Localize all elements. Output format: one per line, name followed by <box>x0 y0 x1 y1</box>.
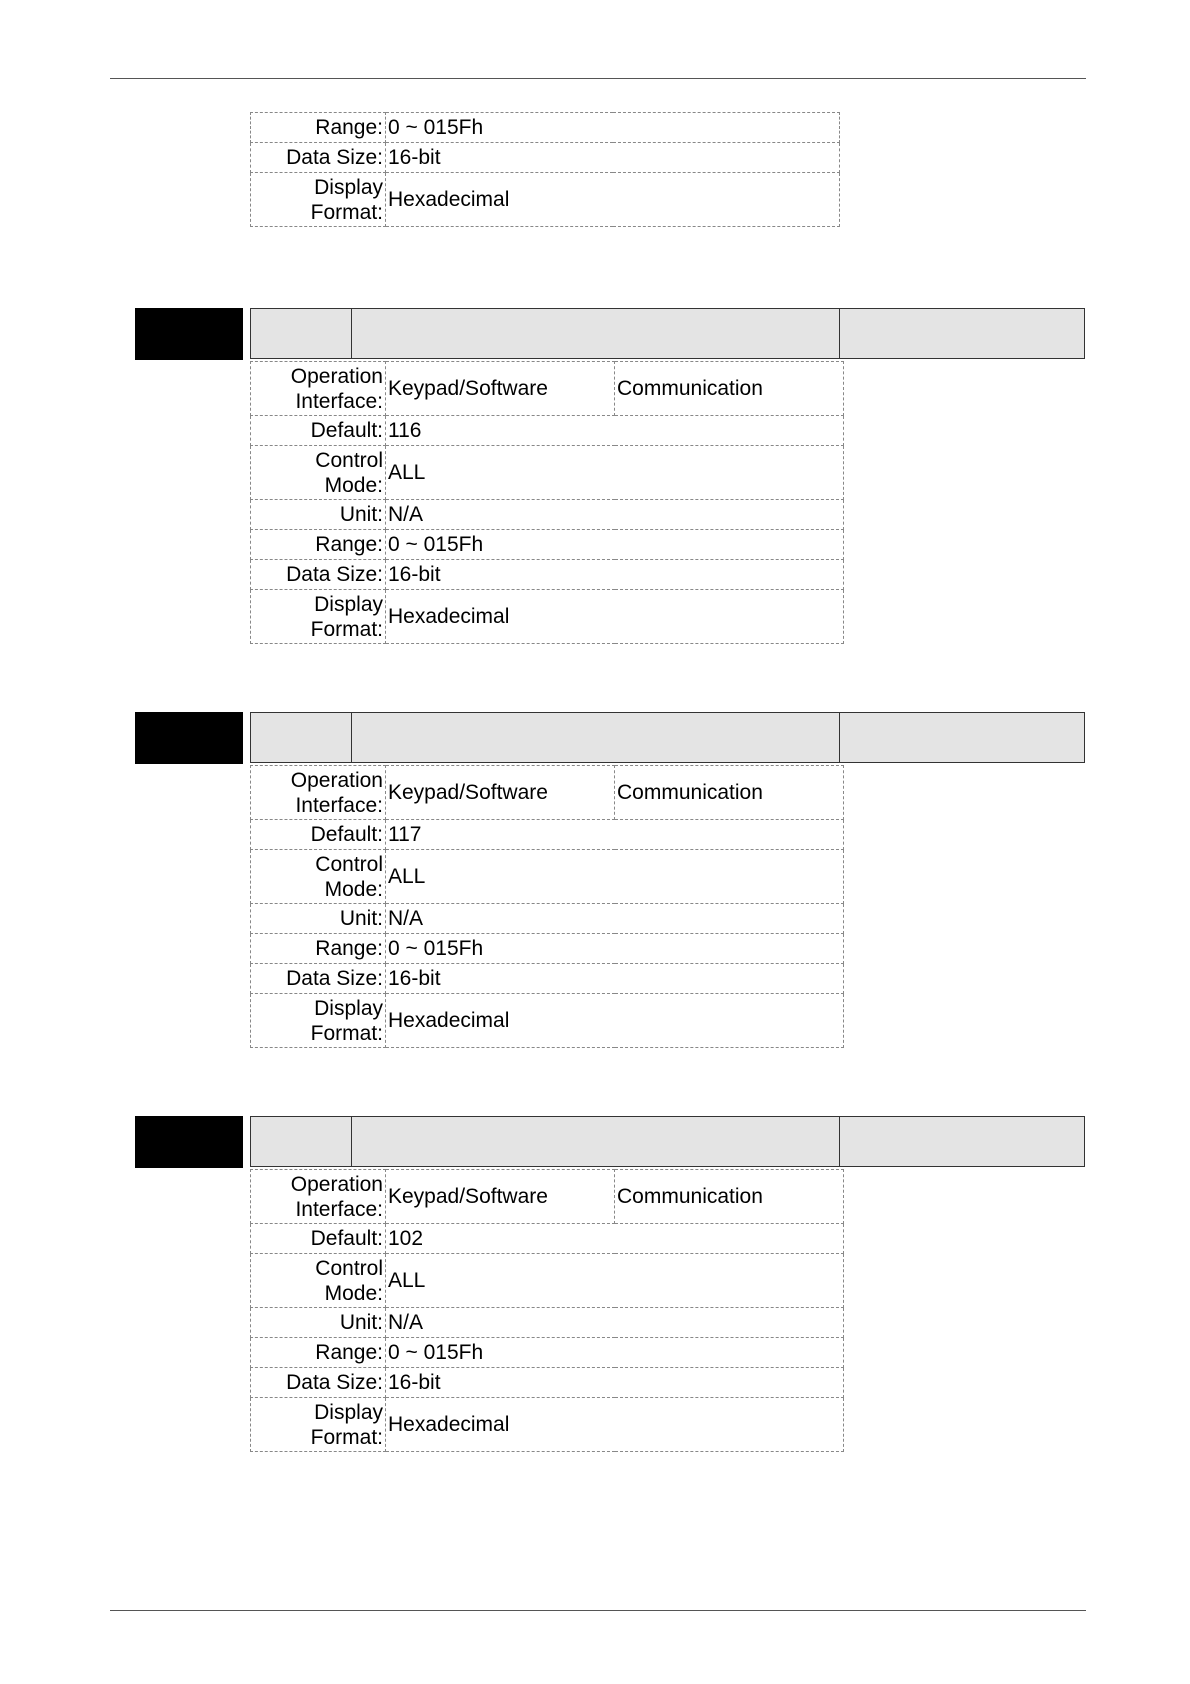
parameter-title-bar <box>250 308 1085 359</box>
control-mode-label: Control Mode: <box>251 850 386 904</box>
parameter-block-3 <box>135 1116 1087 1452</box>
unit-label: Unit: <box>251 500 386 530</box>
op-comm-value: Communication <box>615 1170 844 1224</box>
data-size-value: 16-bit <box>386 964 844 994</box>
unit-label: Unit: <box>251 904 386 934</box>
data-size-label: Data Size: <box>251 964 386 994</box>
range-label: Range: <box>251 1338 386 1368</box>
range-label: Range: <box>251 530 386 560</box>
display-format-label: Display Format: <box>251 994 386 1048</box>
default-row <box>251 1224 844 1254</box>
data-size-value: 16-bit <box>386 1368 844 1398</box>
unit-value: N/A <box>386 1308 844 1338</box>
unit-label: Unit: <box>251 1308 386 1338</box>
data-size-row <box>251 1368 844 1398</box>
operation-interface-label: Operation Interface: <box>251 362 386 416</box>
display-format-value: Hexadecimal <box>386 994 844 1048</box>
display-format-value: Hexadecimal <box>386 1398 844 1452</box>
operation-interface-row <box>251 1170 844 1224</box>
parameter-code-box <box>135 1116 243 1168</box>
op-comm-value: Communication <box>615 766 844 820</box>
unit-row <box>251 1308 844 1338</box>
data-size-row <box>251 560 844 590</box>
parameter-attribute-table <box>250 361 844 644</box>
parameter-attribute-table <box>250 765 844 1048</box>
control-mode-label: Control Mode: <box>251 446 386 500</box>
parameter-code-box <box>135 308 243 360</box>
data-size-value: 16-bit <box>386 560 844 590</box>
data-size-label: Data Size: <box>251 143 386 173</box>
header-rule <box>110 78 1086 79</box>
op-keypad-value: Keypad/Software <box>386 362 615 416</box>
op-keypad-value: Keypad/Software <box>386 766 615 820</box>
operation-interface-label: Operation Interface: <box>251 1170 386 1224</box>
default-row <box>251 820 844 850</box>
parameter-block-2 <box>135 712 1087 1048</box>
display-format-row <box>251 1398 844 1452</box>
range-value: 0 ~ 015Fh <box>386 113 840 143</box>
range-row <box>251 530 844 560</box>
default-value: 117 <box>386 820 844 850</box>
parameter-header <box>135 712 1087 765</box>
control-mode-row <box>251 850 844 904</box>
data-size-label: Data Size: <box>251 560 386 590</box>
data-size-row <box>251 143 840 173</box>
display-format-row <box>251 173 840 227</box>
default-label: Default: <box>251 416 386 446</box>
default-value: 116 <box>386 416 844 446</box>
range-label: Range: <box>251 113 386 143</box>
parameter-title-bar <box>250 712 1085 763</box>
partial-attribute-table <box>250 112 840 227</box>
control-mode-value: ALL <box>386 446 844 500</box>
parameter-header <box>135 1116 1087 1169</box>
range-row <box>251 934 844 964</box>
unit-value: N/A <box>386 904 844 934</box>
control-mode-row <box>251 446 844 500</box>
display-format-label: Display Format: <box>251 173 386 227</box>
control-mode-value: ALL <box>386 1254 844 1308</box>
data-size-value: 16-bit <box>386 143 840 173</box>
default-row <box>251 416 844 446</box>
data-size-label: Data Size: <box>251 1368 386 1398</box>
default-value: 102 <box>386 1224 844 1254</box>
operation-interface-label: Operation Interface: <box>251 766 386 820</box>
control-mode-value: ALL <box>386 850 844 904</box>
data-size-row <box>251 964 844 994</box>
control-mode-label: Control Mode: <box>251 1254 386 1308</box>
range-label: Range: <box>251 934 386 964</box>
range-value: 0 ~ 015Fh <box>386 530 844 560</box>
footer-rule <box>110 1610 1086 1611</box>
op-comm-value: Communication <box>615 362 844 416</box>
display-format-label: Display Format: <box>251 590 386 644</box>
parameter-header <box>135 308 1087 361</box>
partial-parameter-block <box>250 112 840 227</box>
unit-row <box>251 500 844 530</box>
parameter-attribute-table <box>250 1169 844 1452</box>
unit-value: N/A <box>386 500 844 530</box>
range-value: 0 ~ 015Fh <box>386 934 844 964</box>
range-row <box>251 113 840 143</box>
display-format-row <box>251 994 844 1048</box>
default-label: Default: <box>251 1224 386 1254</box>
range-value: 0 ~ 015Fh <box>386 1338 844 1368</box>
display-format-value: Hexadecimal <box>386 173 840 227</box>
parameter-block-1 <box>135 308 1087 644</box>
display-format-row <box>251 590 844 644</box>
parameter-code-box <box>135 712 243 764</box>
unit-row <box>251 904 844 934</box>
display-format-value: Hexadecimal <box>386 590 844 644</box>
default-label: Default: <box>251 820 386 850</box>
control-mode-row <box>251 1254 844 1308</box>
operation-interface-row <box>251 362 844 416</box>
parameter-title-bar <box>250 1116 1085 1167</box>
display-format-label: Display Format: <box>251 1398 386 1452</box>
range-row <box>251 1338 844 1368</box>
op-keypad-value: Keypad/Software <box>386 1170 615 1224</box>
operation-interface-row <box>251 766 844 820</box>
